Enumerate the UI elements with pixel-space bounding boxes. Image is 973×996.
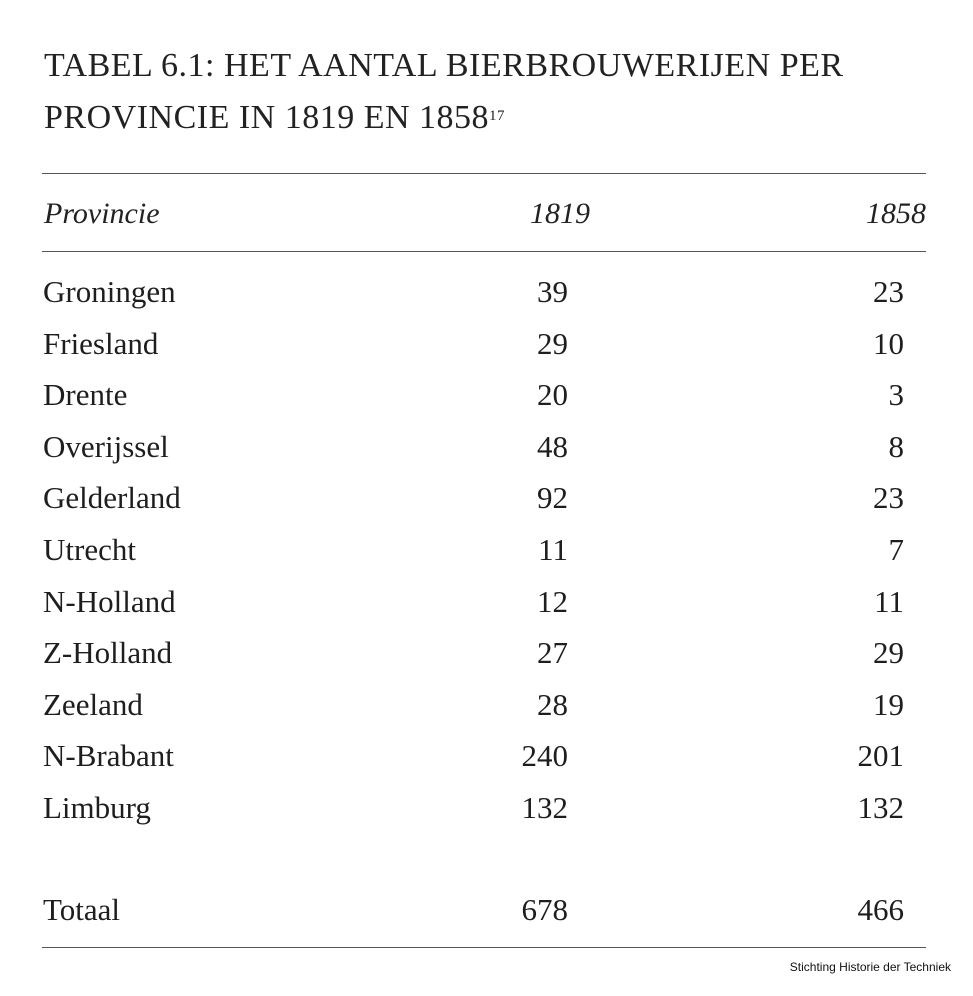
value-1858: 23 <box>873 480 904 516</box>
table-row <box>0 576 973 628</box>
value-1819: 12 <box>537 583 568 619</box>
header-rule <box>42 251 926 252</box>
table-row <box>0 679 973 731</box>
province-name: Groningen <box>43 274 176 309</box>
table-title-line-1: TABEL 6.1: HET AANTAL BIERBROUWERIJEN PER <box>44 47 844 84</box>
table-row <box>0 782 973 834</box>
value-1819: 92 <box>537 480 568 516</box>
value-1858: 201 <box>857 738 904 774</box>
table-row <box>0 627 973 679</box>
column-header-provincie: Provincie <box>44 197 160 230</box>
table-row <box>0 421 973 473</box>
bottom-rule <box>42 947 926 948</box>
column-header-1858: 1858 <box>866 197 926 230</box>
footnote-marker: 17 <box>489 108 506 124</box>
value-1858: 3 <box>888 377 904 413</box>
source-credit: Stichting Historie der Techniek <box>789 960 951 974</box>
table-row <box>0 730 973 782</box>
total-label: Totaal <box>43 892 121 927</box>
province-name: N-Holland <box>43 583 176 619</box>
table-title-line-2 <box>44 92 924 144</box>
value-1819: 27 <box>537 635 568 671</box>
value-1858: 29 <box>873 635 904 671</box>
value-1858: 8 <box>888 428 904 464</box>
value-1858: 7 <box>888 531 904 567</box>
table-row <box>0 318 973 370</box>
table-title-line-2-text: PROVINCIE IN 1819 EN 1858 <box>44 99 490 136</box>
table-title <box>44 40 924 144</box>
province-name: Overijssel <box>43 428 169 464</box>
table-row <box>0 266 973 318</box>
province-name: Utrecht <box>43 531 136 567</box>
top-rule <box>42 173 926 174</box>
value-1819: 28 <box>537 686 568 722</box>
province-name: Limburg <box>43 789 151 825</box>
table-row <box>0 472 973 524</box>
value-1819: 39 <box>537 274 568 309</box>
value-1819: 11 <box>538 531 568 567</box>
value-1819: 20 <box>537 377 568 413</box>
table-row <box>0 369 973 421</box>
total-1819: 678 <box>521 892 568 927</box>
value-1858: 132 <box>857 789 904 825</box>
total-row <box>0 884 973 936</box>
value-1858: 23 <box>873 274 904 309</box>
province-name: Zeeland <box>43 686 143 722</box>
province-name: Gelderland <box>43 480 181 516</box>
value-1858: 11 <box>874 583 904 619</box>
value-1858: 19 <box>873 686 904 722</box>
province-name: N-Brabant <box>43 738 174 774</box>
value-1819: 29 <box>537 325 568 361</box>
column-header-1819: 1819 <box>530 197 590 230</box>
total-1858: 466 <box>857 892 904 927</box>
province-name: Drente <box>43 377 128 413</box>
value-1819: 48 <box>537 428 568 464</box>
value-1858: 10 <box>873 325 904 361</box>
value-1819: 240 <box>521 738 568 774</box>
value-1819: 132 <box>521 789 568 825</box>
province-name: Z-Holland <box>43 635 173 671</box>
province-name: Friesland <box>43 325 159 361</box>
table-body <box>0 266 973 834</box>
table-row <box>0 524 973 576</box>
